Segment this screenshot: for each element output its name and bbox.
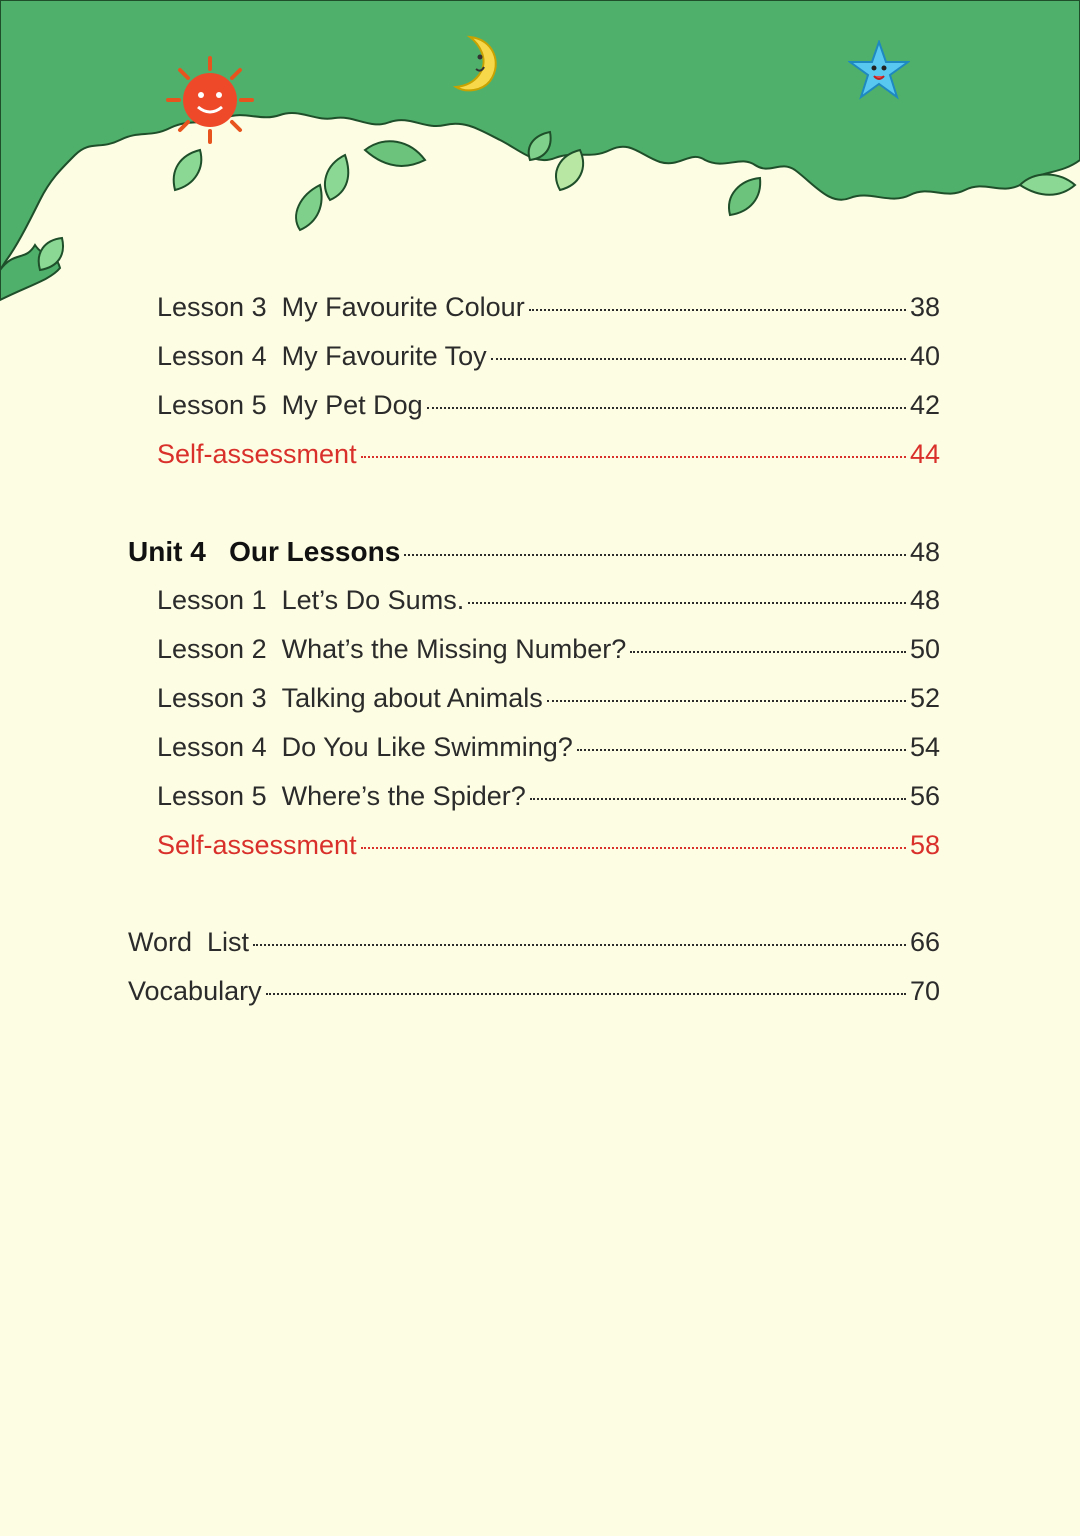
page-number: 48 [909, 537, 940, 567]
lesson-number: Lesson 5 [157, 390, 267, 420]
moon-icon [448, 33, 508, 95]
lesson-title: My Favourite Colour [281, 292, 525, 322]
toc-entry-word-list[interactable] [128, 927, 940, 963]
dot-leader [427, 407, 906, 409]
entry-title: Self-assessment [157, 830, 357, 860]
dot-leader [404, 554, 906, 556]
toc-entry[interactable] [157, 585, 940, 621]
dot-leader [361, 847, 906, 849]
lesson-title: Where’s the Spider? [281, 781, 526, 811]
toc-entry-vocabulary[interactable] [128, 976, 940, 1012]
lesson-title: What’s the Missing Number? [281, 634, 627, 664]
dot-leader [468, 602, 906, 604]
toc-entry[interactable] [157, 781, 940, 817]
dot-leader [491, 358, 906, 360]
toc-entry[interactable] [157, 341, 940, 377]
lesson-number: Lesson 4 [157, 341, 267, 371]
dot-leader [547, 700, 906, 702]
lesson-number: Lesson 5 [157, 781, 267, 811]
lesson-title: My Pet Dog [281, 390, 423, 420]
foliage-banner [0, 0, 1080, 320]
lesson-number: Lesson 2 [157, 634, 267, 664]
toc-entry[interactable] [157, 292, 940, 328]
entry-title: Vocabulary [128, 976, 262, 1006]
dot-leader [577, 749, 906, 751]
sun-icon [165, 55, 255, 145]
dot-leader [361, 456, 906, 458]
toc-entry[interactable] [157, 732, 940, 768]
page-number: 50 [909, 634, 940, 664]
lesson-title: Do You Like Swimming? [281, 732, 573, 762]
entry-title: Word List [128, 927, 250, 957]
page-number: 54 [909, 732, 940, 762]
page-number: 38 [909, 292, 940, 322]
lesson-number: Lesson 3 [157, 292, 267, 322]
lesson-title: Let’s Do Sums. [281, 585, 465, 615]
lesson-title: Talking about Animals [281, 683, 543, 713]
lesson-number: Lesson 1 [157, 585, 267, 615]
dot-leader [266, 993, 906, 995]
page-number: 66 [909, 927, 940, 957]
toc-entry-unit[interactable] [128, 536, 940, 572]
page-number: 42 [909, 390, 940, 420]
dot-leader [529, 309, 906, 311]
toc-entry-self-assessment[interactable] [157, 439, 940, 475]
page-number: 52 [909, 683, 940, 713]
page-number: 44 [909, 439, 940, 469]
star-icon [848, 40, 910, 100]
dot-leader [530, 798, 906, 800]
toc-entry-self-assessment[interactable] [157, 830, 940, 866]
page-number: 40 [909, 341, 940, 371]
toc-entry[interactable] [157, 634, 940, 670]
toc-entry[interactable] [157, 683, 940, 719]
dot-leader [253, 944, 906, 946]
lesson-title: My Favourite Toy [281, 341, 487, 371]
page-number: 70 [909, 976, 940, 1006]
lesson-number: Lesson 3 [157, 683, 267, 713]
dot-leader [630, 651, 906, 653]
page-number: 56 [909, 781, 940, 811]
page-number: 58 [909, 830, 940, 860]
entry-title: Self-assessment [157, 439, 357, 469]
unit-number: Unit 4 [128, 536, 206, 567]
page-number: 48 [909, 585, 940, 615]
toc-entry[interactable] [157, 390, 940, 426]
lesson-number: Lesson 4 [157, 732, 267, 762]
unit-title: Our Lessons [229, 536, 401, 567]
